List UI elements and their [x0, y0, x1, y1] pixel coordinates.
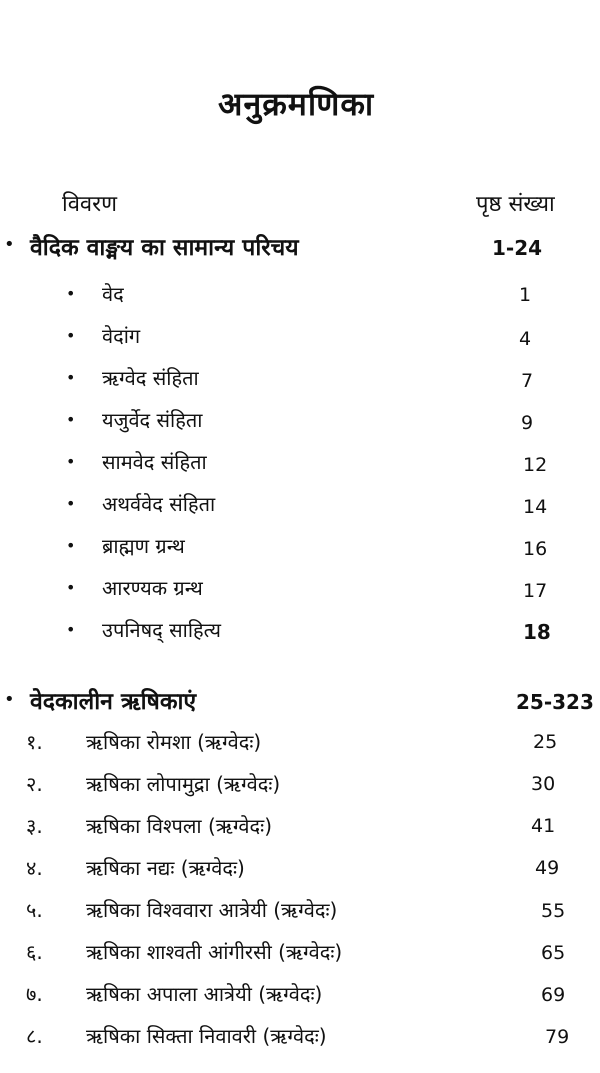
list-item-label: अथर्ववेद संहिता	[102, 492, 216, 516]
list-item-page: 49	[535, 857, 560, 879]
list-item-label: सामवेद संहिता	[102, 450, 207, 474]
list-item-page: 65	[541, 942, 566, 964]
list-item-number: ३.	[26, 814, 43, 838]
list-item-page: 9	[521, 412, 534, 434]
list-item-bullet-icon: •	[66, 536, 76, 555]
list-item-label: ऋषिका शाश्वती आंगीरसी (ऋग्वेदः)	[86, 940, 343, 964]
list-item-label: ऋषिका नद्यः (ऋग्वेदः)	[86, 856, 245, 880]
column-header-description: विवरण	[62, 192, 118, 217]
list-item-label: वेदांग	[102, 324, 141, 348]
list-item-page: 25	[533, 731, 558, 753]
list-item-bullet-icon: •	[66, 578, 76, 597]
section-pages-2: 25-323	[516, 690, 594, 714]
list-item-label: यजुर्वेद संहिता	[102, 408, 203, 432]
list-item-page: 41	[531, 815, 556, 837]
list-item-page: 16	[523, 538, 548, 560]
list-item-page: 1	[519, 284, 532, 306]
list-item-label: ऋषिका अपाला आत्रेयी (ऋग्वेदः)	[86, 982, 323, 1006]
list-item-page: 18	[523, 620, 551, 644]
list-item-page: 30	[531, 773, 556, 795]
list-item-label: ऋग्वेद संहिता	[102, 366, 199, 390]
list-item-page: 17	[523, 580, 548, 602]
page-title: अनुक्रमणिका	[218, 85, 375, 123]
list-item-number: ८.	[26, 1024, 43, 1048]
section-title-1: वैदिक वाङ्मय का सामान्य परिचय	[30, 235, 299, 261]
section-bullet-icon: •	[4, 689, 15, 710]
list-item-number: २.	[26, 772, 43, 796]
list-item-label: आरण्यक ग्रन्थ	[102, 576, 203, 600]
section-title-2: वेदकालीन ऋषिकाएं	[30, 689, 197, 715]
list-item-bullet-icon: •	[66, 284, 76, 303]
list-item-label: ब्राह्मण ग्रन्थ	[102, 534, 185, 558]
list-item-number: १.	[26, 730, 43, 754]
list-item-page: 12	[523, 454, 548, 476]
list-item-label: वेद	[102, 282, 124, 306]
list-item-page: 55	[541, 900, 566, 922]
section-pages-1: 1-24	[492, 236, 543, 260]
list-item-label: ऋषिका विश्पला (ऋग्वेदः)	[86, 814, 273, 838]
list-item-number: ७.	[26, 982, 43, 1006]
column-header-page-number: पृष्ठ संख्या	[476, 192, 555, 217]
list-item-bullet-icon: •	[66, 494, 76, 513]
list-item-bullet-icon: •	[66, 452, 76, 471]
section-bullet-icon: •	[4, 234, 15, 255]
list-item-label: उपनिषद् साहित्य	[102, 618, 222, 642]
list-item-bullet-icon: •	[66, 620, 76, 639]
list-item-page: 4	[519, 328, 532, 350]
list-item-page: 7	[521, 370, 534, 392]
list-item-label: ऋषिका सिक्ता निवावरी (ऋग्वेदः)	[86, 1024, 327, 1048]
list-item-label: ऋषिका रोमशा (ऋग्वेदः)	[86, 730, 262, 754]
list-item-page: 79	[545, 1026, 570, 1048]
list-item-bullet-icon: •	[66, 410, 76, 429]
list-item-label: ऋषिका विश्ववारा आत्रेयी (ऋग्वेदः)	[86, 898, 338, 922]
list-item-bullet-icon: •	[66, 326, 76, 345]
list-item-number: ६.	[26, 940, 43, 964]
list-item-page: 69	[541, 984, 566, 1006]
list-item-number: ४.	[26, 856, 43, 880]
list-item-bullet-icon: •	[66, 368, 76, 387]
list-item-number: ५.	[26, 898, 43, 922]
list-item-page: 14	[523, 496, 548, 518]
list-item-label: ऋषिका लोपामुद्रा (ऋग्वेदः)	[86, 772, 281, 796]
